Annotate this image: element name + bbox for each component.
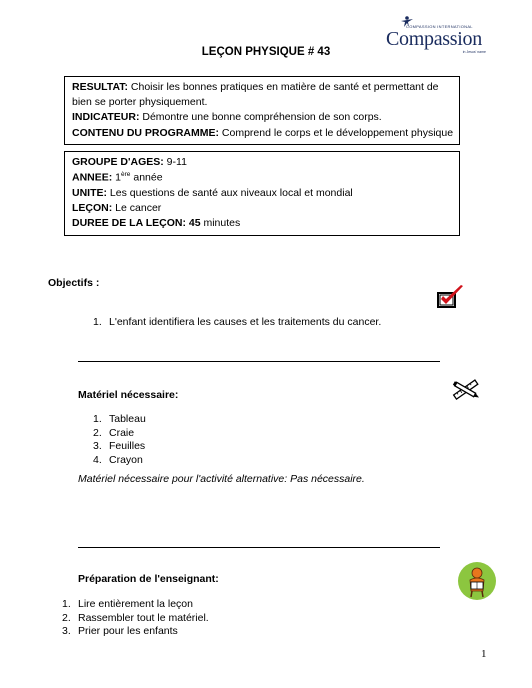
duree-label: DUREE DE LA LEÇON: bbox=[72, 217, 186, 230]
list-text: Crayon bbox=[109, 453, 143, 466]
indicateur-text: Démontre une bonne compréhension de son corps. bbox=[139, 111, 382, 124]
divider-line bbox=[78, 361, 440, 362]
materiel-item bbox=[93, 454, 146, 468]
list-text: Prier pour les enfants bbox=[78, 625, 178, 637]
divider-line bbox=[78, 547, 440, 548]
resultat-text: Choisir les bonnes pratiques en matière de santé et permettant de bien se porter physiquement. bbox=[72, 81, 439, 109]
list-text: L'enfant identifiera les causes et les traitements du cancer. bbox=[109, 316, 382, 328]
objectifs-item bbox=[93, 316, 381, 330]
annee-label: ANNEE: bbox=[72, 171, 113, 184]
list-number: 1. bbox=[93, 413, 102, 425]
annee-text: année bbox=[130, 171, 163, 184]
logo-tagline: COMPASSION INTERNATIONAL bbox=[406, 24, 473, 29]
objectifs-heading: Objectifs : bbox=[48, 277, 100, 289]
preparation-item bbox=[62, 612, 209, 626]
list-text: Feuilles bbox=[109, 440, 146, 452]
contenu-text: Comprend le corps et le développement physique bbox=[219, 126, 454, 139]
list-number: 2. bbox=[93, 426, 102, 439]
list-text: Rassembler tout le matériel. bbox=[78, 611, 209, 624]
lecon-text: Le cancer bbox=[112, 202, 162, 215]
list-text: Tableau bbox=[109, 413, 146, 425]
preparation-item bbox=[62, 598, 209, 612]
page-title: LEÇON PHYSIQUE # 43 bbox=[201, 46, 331, 58]
preparation-list bbox=[62, 598, 209, 639]
list-number: 1. bbox=[62, 598, 71, 610]
materiel-alternative: Matériel nécessaire pour l'activité alternative: Pas nécessaire. bbox=[78, 473, 365, 485]
lesson-info-box bbox=[64, 151, 460, 236]
unite-label: UNITE: bbox=[72, 186, 107, 199]
contenu-line bbox=[72, 126, 452, 141]
materiel-item bbox=[93, 413, 146, 427]
indicateur-label: INDICATEUR: bbox=[72, 111, 140, 124]
logo-wordmark: Compassion bbox=[386, 28, 482, 50]
resultat-label: RESULTAT: bbox=[72, 81, 128, 93]
groupe-line bbox=[72, 155, 452, 170]
duree-value: 45 bbox=[185, 217, 201, 230]
unite-text: Les questions de santé aux niveaux local et mondial bbox=[107, 186, 353, 199]
list-number: 1. bbox=[93, 316, 102, 328]
unite-line bbox=[72, 186, 452, 201]
lecon-line bbox=[72, 201, 452, 216]
page-number: 1 bbox=[481, 648, 487, 660]
duree-unit: minutes bbox=[200, 217, 241, 230]
contenu-label: CONTENU DU PROGRAMME: bbox=[72, 126, 219, 139]
annee-line bbox=[72, 170, 452, 186]
preparation-heading: Préparation de l'enseignant: bbox=[78, 573, 219, 585]
preparation-item bbox=[62, 625, 209, 639]
groupe-label: GROUPE D'AGES: bbox=[72, 156, 164, 168]
materiel-item bbox=[93, 440, 146, 454]
annee-sup: ère bbox=[121, 171, 131, 179]
annee-num: 1 bbox=[112, 171, 122, 184]
list-text: Craie bbox=[109, 426, 135, 439]
materiel-list bbox=[93, 413, 146, 467]
outcome-box bbox=[64, 76, 460, 145]
logo-subline: in Jesus' name bbox=[462, 50, 486, 54]
red-checkmark-box-icon bbox=[437, 284, 465, 310]
pencil-ruler-icon bbox=[449, 378, 483, 402]
teacher-reading-icon bbox=[456, 560, 498, 602]
list-number: 4. bbox=[93, 453, 102, 466]
list-number: 3. bbox=[62, 625, 71, 637]
materiel-item bbox=[93, 427, 146, 441]
indicateur-line bbox=[72, 110, 452, 125]
materiel-heading: Matériel nécessaire: bbox=[78, 389, 179, 401]
list-number: 3. bbox=[93, 440, 102, 452]
lecon-label: LEÇON: bbox=[72, 202, 113, 215]
objectifs-list bbox=[93, 316, 381, 330]
groupe-text: 9-11 bbox=[163, 156, 187, 168]
resultat-line bbox=[72, 80, 452, 110]
list-text: Lire entièrement la leçon bbox=[78, 598, 193, 610]
list-number: 2. bbox=[62, 611, 71, 624]
duree-line bbox=[72, 216, 452, 231]
